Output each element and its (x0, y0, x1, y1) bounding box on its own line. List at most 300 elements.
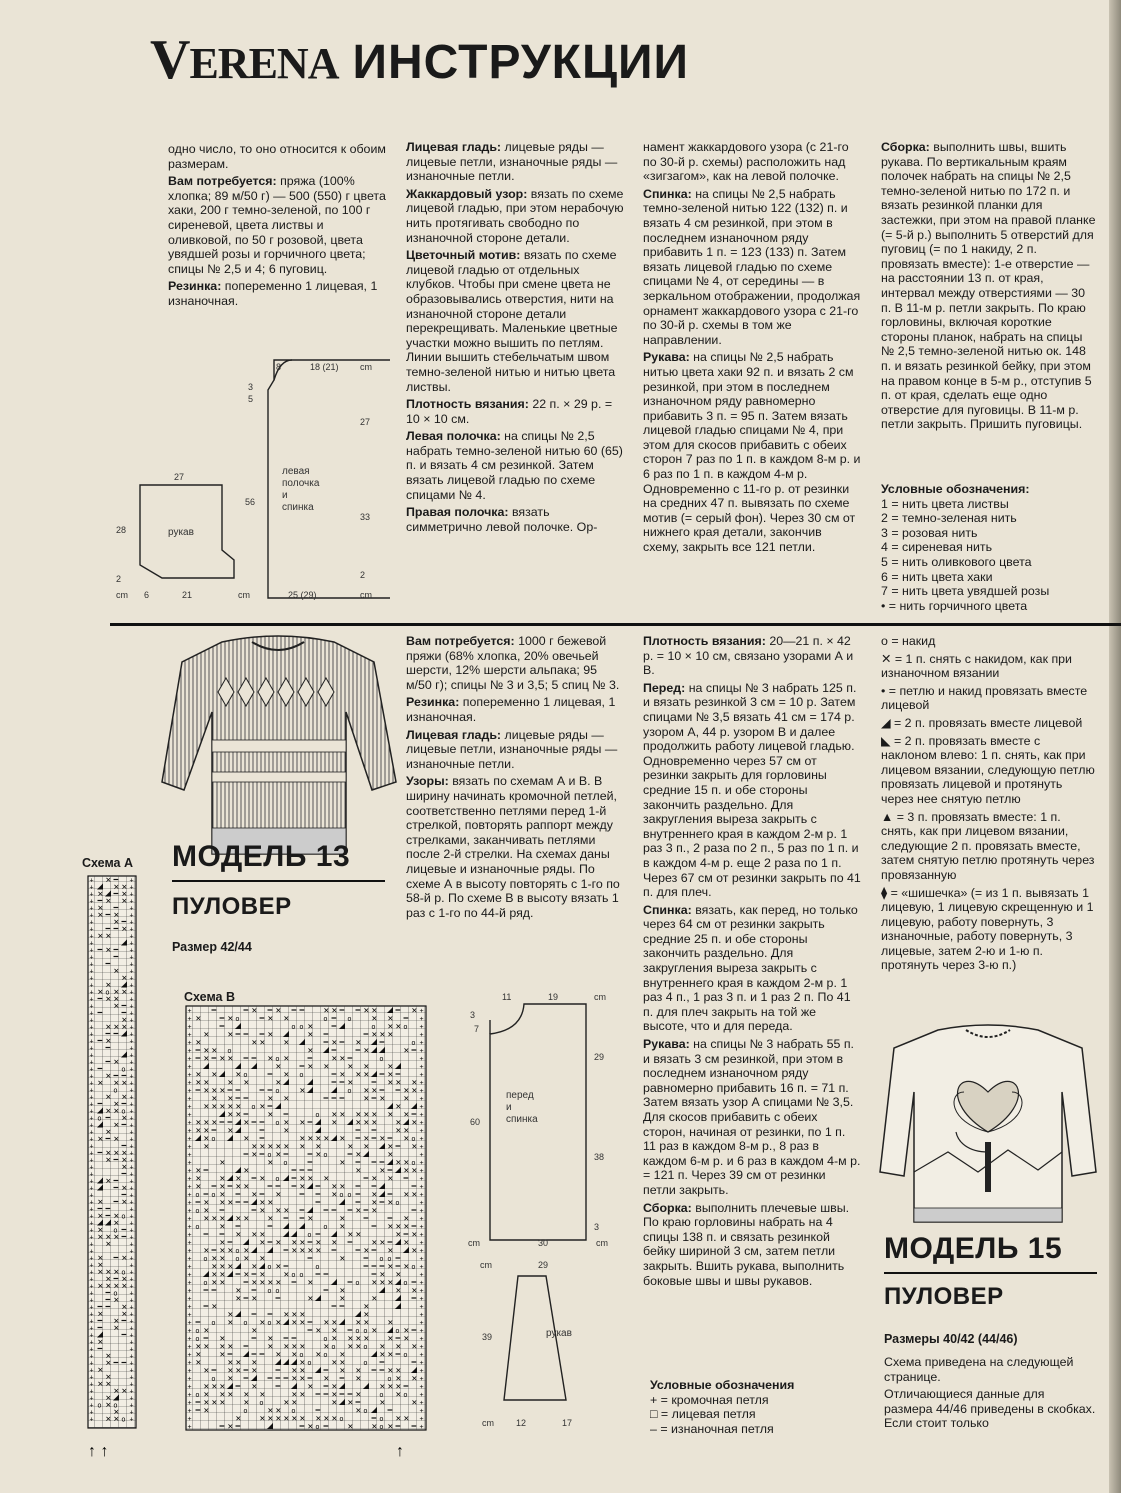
edge-stitch-mark: + (187, 1264, 192, 1271)
edge-stitch-mark: + (89, 1171, 94, 1179)
slip-stitch-mark: ✕ (411, 1166, 418, 1175)
edge-stitch-mark: + (129, 1402, 134, 1410)
slip-stitch-mark: ✕ (371, 1190, 378, 1199)
yarn-over-mark: о (267, 1288, 272, 1295)
slip-stitch-mark: ✕ (219, 1158, 226, 1167)
edge-stitch-mark: + (419, 1144, 424, 1151)
slip-stitch-mark: ✕ (251, 1230, 258, 1239)
paragraph-lead: Лицевая гладь: (406, 140, 502, 154)
paragraph (643, 187, 861, 348)
slip-stitch-mark: ✕ (227, 1422, 234, 1431)
yarn-over-mark: о (251, 1104, 256, 1111)
slip-stitch-mark: ✕ (387, 1110, 394, 1119)
edge-stitch-mark: + (419, 1400, 424, 1407)
edge-stitch-mark: + (129, 1143, 134, 1151)
edge-stitch-mark: + (187, 1280, 192, 1287)
slip-stitch-mark: ✕ (379, 1134, 386, 1143)
slip-stitch-mark: ✕ (347, 1230, 354, 1239)
slip-stitch-mark: ✕ (105, 1379, 112, 1389)
slip-stitch-mark: ✕ (235, 1214, 242, 1223)
slip-stitch-mark: ✕ (347, 1062, 354, 1071)
slip-stitch-mark: ✕ (323, 1134, 330, 1143)
slip-stitch-mark: ✕ (403, 1222, 410, 1231)
edge-stitch-mark: + (419, 1096, 424, 1103)
slip-stitch-mark: ✕ (331, 1182, 338, 1191)
paragraph-lead: Плотность вязания: (406, 397, 529, 412)
slip-stitch-mark: ✕ (97, 1225, 104, 1235)
slip-stitch-mark: ✕ (299, 1358, 306, 1367)
slip-stitch-mark: ✕ (315, 1142, 322, 1151)
slip-stitch-mark: ✕ (113, 1316, 120, 1326)
slip-stitch-mark: ✕ (323, 1318, 330, 1327)
edge-stitch-mark: + (89, 1339, 94, 1347)
edge-stitch-mark: + (89, 1304, 94, 1312)
model15-paragraph: Отличающиеся данные для размера 44/46 приведены в скобках. Если стоит только (884, 1387, 1096, 1431)
edge-stitch-mark: + (187, 1032, 192, 1039)
paragraph-text: вязать по схеме лицевой гладью, при этом нерабочую нить протягивать свободно по изнаночной стороне детали. (406, 186, 624, 245)
edge-stitch-mark: + (129, 1164, 134, 1172)
slip-stitch-mark: ✕ (299, 1342, 306, 1351)
dim-label: 3 (248, 382, 254, 392)
yarn-over-mark: о (97, 1115, 102, 1123)
slip-stitch-mark: ✕ (203, 1078, 210, 1087)
slip-stitch-mark: ✕ (387, 1262, 394, 1271)
slip-stitch-mark: ✕ (219, 1278, 226, 1287)
edge-stitch-mark: + (89, 905, 94, 913)
edge-stitch-mark: + (89, 1318, 94, 1326)
slip-stitch-mark: ✕ (243, 1214, 250, 1223)
slip-stitch-mark: ✕ (211, 1070, 218, 1079)
slip-stitch-mark: ✕ (267, 1334, 274, 1343)
slip-stitch-mark: ✕ (371, 1198, 378, 1207)
slip-stitch-mark: ✕ (219, 1190, 226, 1199)
edge-stitch-mark: + (129, 1080, 134, 1088)
edge-stitch-mark: + (89, 996, 94, 1004)
slip-stitch-mark: ✕ (283, 1014, 290, 1023)
paragraph-lead: Рукава: (643, 1037, 690, 1052)
paragraph (881, 140, 1097, 432)
model15-subtitle: ПУЛОВЕР (884, 1283, 1004, 1310)
slip-stitch-mark: ✕ (259, 1414, 266, 1423)
slip-stitch-mark: ✕ (379, 1094, 386, 1103)
yarn-over-mark: о (411, 1264, 416, 1271)
model12-legend (881, 482, 1097, 613)
edge-stitch-mark: + (187, 1024, 192, 1031)
yarn-over-mark: о (323, 1224, 328, 1231)
slip-stitch-mark: ✕ (347, 1342, 354, 1351)
slip-stitch-mark: ✕ (387, 1246, 394, 1255)
slip-stitch-mark: ✕ (267, 1014, 274, 1023)
edge-stitch-mark: + (89, 1353, 94, 1361)
slip-stitch-mark: ✕ (97, 1134, 104, 1144)
edge-stitch-mark: + (187, 1168, 192, 1175)
slip-stitch-mark: ✕ (105, 1148, 112, 1158)
symbol-item: ◢ = 2 п. провязать вместе лицевой (881, 715, 1083, 730)
edge-stitch-mark: + (187, 1088, 192, 1095)
edge-stitch-mark: + (187, 1376, 192, 1383)
edge-stitch-mark: + (89, 1003, 94, 1011)
slip-stitch-mark: ✕ (267, 1054, 274, 1063)
slip-stitch-mark: ✕ (219, 1254, 226, 1263)
edge-stitch-mark: + (129, 1206, 134, 1214)
edge-stitch-mark: + (89, 1115, 94, 1123)
edge-stitch-mark: + (89, 1395, 94, 1403)
paragraph-lead: Резинка: (168, 279, 222, 294)
edge-stitch-mark: + (129, 1339, 134, 1347)
slip-stitch-mark: ✕ (267, 1142, 274, 1151)
slip-stitch-mark: ✕ (113, 1022, 120, 1032)
edge-stitch-mark: + (89, 1101, 94, 1109)
slip-stitch-mark: ✕ (121, 1078, 128, 1088)
paragraph (406, 248, 624, 394)
slip-stitch-mark: ✕ (387, 1030, 394, 1039)
dim-label: 30 (538, 1238, 549, 1248)
paragraph-lead: Рукава: (643, 350, 690, 365)
edge-stitch-mark: + (129, 891, 134, 899)
slip-stitch-mark: ✕ (211, 1254, 218, 1263)
yarn-over-mark: о (291, 1272, 296, 1279)
slip-stitch-mark: ✕ (259, 1038, 266, 1047)
slip-stitch-mark: ✕ (121, 924, 128, 934)
slip-stitch-mark: ✕ (105, 1239, 112, 1249)
slip-stitch-mark: ✕ (227, 1014, 234, 1023)
edge-stitch-mark: + (419, 1112, 424, 1119)
slip-stitch-mark: ✕ (315, 1238, 322, 1247)
slip-stitch-mark: ✕ (203, 1126, 210, 1135)
yarn-over-mark: о (403, 1024, 408, 1031)
slip-stitch-mark: ✕ (411, 1374, 418, 1383)
edge-stitch-mark: + (129, 1150, 134, 1158)
slip-stitch-mark: ✕ (259, 1390, 266, 1399)
slip-stitch-mark: ✕ (251, 1006, 258, 1015)
dim-label: cm (480, 1260, 492, 1270)
slip-stitch-mark: ✕ (121, 1155, 128, 1165)
slip-stitch-mark: ✕ (243, 1270, 250, 1279)
slip-stitch-mark: ✕ (379, 1398, 386, 1407)
edge-stitch-mark: + (129, 1024, 134, 1032)
slip-stitch-mark: ✕ (203, 1326, 210, 1335)
slip-stitch-mark: ✕ (331, 1318, 338, 1327)
slip-stitch-mark: ✕ (113, 1148, 120, 1158)
slip-stitch-mark: ✕ (395, 1222, 402, 1231)
legend-item: □ = лицевая петля (650, 1407, 756, 1422)
slip-stitch-mark: ✕ (105, 1351, 112, 1361)
slip-stitch-mark: ✕ (227, 1126, 234, 1135)
slip-stitch-mark: ✕ (203, 1214, 210, 1223)
slip-stitch-mark: ✕ (387, 1422, 394, 1431)
legend-item: 6 = нить цвета хаки (881, 569, 993, 584)
dim-label: 17 (562, 1418, 573, 1428)
page-edge-shadow (1109, 0, 1121, 1493)
yarn-over-mark: о (121, 1269, 126, 1277)
front-label: и (282, 490, 288, 501)
slip-stitch-mark: ✕ (219, 1198, 226, 1207)
slip-stitch-mark: ✕ (307, 1030, 314, 1039)
edge-stitch-mark: + (419, 1024, 424, 1031)
slip-stitch-mark: ✕ (411, 1006, 418, 1015)
model12-column-1 (168, 142, 388, 312)
edge-stitch-mark: + (187, 1328, 192, 1335)
edge-stitch-mark: + (419, 1168, 424, 1175)
paragraph-lead: Резинка: (406, 695, 460, 710)
scheme-a-label: Схема А (82, 856, 133, 870)
slip-stitch-mark: ✕ (121, 1281, 128, 1291)
edge-stitch-mark: + (187, 1256, 192, 1263)
edge-stitch-mark: + (129, 1234, 134, 1242)
yarn-over-mark: о (403, 1280, 408, 1287)
edge-stitch-mark: + (187, 1120, 192, 1127)
edge-stitch-mark: + (419, 1184, 424, 1191)
model13-subtitle: ПУЛОВЕР (172, 893, 292, 920)
edge-stitch-mark: + (187, 1104, 192, 1111)
edge-stitch-mark: + (129, 933, 134, 941)
slip-stitch-mark: ✕ (315, 1150, 322, 1159)
yarn-over-mark: о (211, 1136, 216, 1143)
legend-item: 7 = нить цвета увядшей розы (881, 584, 1050, 599)
slip-stitch-mark: ✕ (403, 1046, 410, 1055)
edge-stitch-mark: + (89, 926, 94, 934)
slip-stitch-mark: ✕ (113, 1407, 120, 1417)
slip-stitch-mark: ✕ (251, 1278, 258, 1287)
edge-stitch-mark: + (89, 1213, 94, 1221)
dim-label: 21 (182, 590, 193, 600)
paragraph (406, 695, 624, 724)
slip-stitch-mark: ✕ (267, 1342, 274, 1351)
edge-stitch-mark: + (129, 1318, 134, 1326)
yarn-over-mark: о (275, 1120, 280, 1127)
edge-stitch-mark: + (89, 1311, 94, 1319)
slip-stitch-mark: ✕ (387, 1174, 394, 1183)
yarn-over-mark: о (121, 1108, 126, 1116)
slip-stitch-mark: ✕ (395, 1382, 402, 1391)
edge-stitch-mark: + (89, 1059, 94, 1067)
slip-stitch-mark: ✕ (339, 1294, 346, 1303)
slip-stitch-mark: ✕ (299, 1366, 306, 1375)
edge-stitch-mark: + (89, 1199, 94, 1207)
slip-stitch-mark: ✕ (195, 1078, 202, 1087)
yarn-over-mark: о (235, 1248, 240, 1255)
slip-stitch-mark: ✕ (379, 1238, 386, 1247)
slip-stitch-mark: ✕ (227, 1054, 234, 1063)
edge-stitch-mark: + (89, 1297, 94, 1305)
yarn-over-mark: о (227, 1048, 232, 1055)
slip-stitch-mark: ✕ (121, 1253, 128, 1263)
edge-stitch-mark: + (129, 1115, 134, 1123)
slip-stitch-mark: ✕ (243, 1078, 250, 1087)
slip-stitch-mark: ✕ (203, 1054, 210, 1063)
paragraph-text: на спицы № 2,5 набрать нитью цвета хаки 92 п. и вязать 2 см резинкой, при этом в последнем изнаночном ряду равномерно прибавить 3 п. = 95 п. Затем вязать лицевой гладью спицами № 4, при этом для скосов прибавить с обеих сторон 7 раз по 1 п. в каждом 8-м р. и 6 раз по 1 п. в каждом 4-м р. Одновременно с 11-го р. от резинки на средних 47 п. вывязать по схеме мотив (= серый фон). Через 30 см от нижнего края детали, закончив схему, закрыть все 121 петли. (643, 350, 861, 555)
slip-stitch-mark: ✕ (203, 1390, 210, 1399)
slip-stitch-mark: ✕ (283, 1126, 290, 1135)
edge-stitch-mark: + (89, 954, 94, 962)
edge-stitch-mark: + (89, 1241, 94, 1249)
edge-stitch-mark: + (89, 1409, 94, 1417)
slip-stitch-mark: ✕ (211, 1086, 218, 1095)
edge-stitch-mark: + (89, 1416, 94, 1424)
paragraph (406, 429, 624, 502)
slip-stitch-mark: ✕ (307, 1294, 314, 1303)
slip-stitch-mark: ✕ (243, 1390, 250, 1399)
slip-stitch-mark: ✕ (299, 1174, 306, 1183)
edge-stitch-mark: + (89, 1031, 94, 1039)
edge-stitch-mark: + (187, 1240, 192, 1247)
slip-stitch-mark: ✕ (339, 1158, 346, 1167)
slip-stitch-mark: ✕ (339, 1350, 346, 1359)
slip-stitch-mark: ✕ (203, 1198, 210, 1207)
slip-stitch-mark: ✕ (379, 1350, 386, 1359)
edge-stitch-mark: + (187, 1288, 192, 1295)
slip-stitch-mark: ✕ (339, 1182, 346, 1191)
slip-stitch-mark: ✕ (323, 1006, 330, 1015)
slip-stitch-mark: ✕ (307, 1046, 314, 1055)
slip-stitch-mark: ✕ (105, 1092, 112, 1102)
slip-stitch-mark: ✕ (113, 1281, 120, 1291)
slip-stitch-mark: ✕ (267, 1110, 274, 1119)
edge-stitch-mark: + (419, 1288, 424, 1295)
edge-stitch-mark: + (89, 1234, 94, 1242)
model12-column-2 (406, 140, 624, 537)
edge-stitch-mark: + (187, 1320, 192, 1327)
slip-stitch-mark: ✕ (275, 1350, 282, 1359)
slip-stitch-mark: ✕ (307, 1382, 314, 1391)
yarn-over-mark: о (195, 1328, 200, 1335)
slip-stitch-mark: ✕ (283, 1206, 290, 1215)
edge-stitch-mark: + (129, 1374, 134, 1382)
slip-stitch-mark: ✕ (113, 1106, 120, 1116)
dim-label: cm (596, 1238, 608, 1248)
edge-stitch-mark: + (129, 982, 134, 990)
slip-stitch-mark: ✕ (105, 1358, 112, 1368)
slip-stitch-mark: ✕ (219, 1270, 226, 1279)
edge-stitch-mark: + (129, 1199, 134, 1207)
slip-stitch-mark: ✕ (227, 1390, 234, 1399)
edge-stitch-mark: + (89, 1157, 94, 1165)
slip-stitch-mark: ✕ (105, 1372, 112, 1382)
yarn-over-mark: о (211, 1320, 216, 1327)
slip-stitch-mark: ✕ (355, 1038, 362, 1047)
slip-stitch-mark: ✕ (307, 1246, 314, 1255)
slip-stitch-mark: ✕ (219, 1086, 226, 1095)
yarn-over-mark: о (355, 1328, 360, 1335)
edge-stitch-mark: + (89, 1283, 94, 1291)
slip-stitch-mark: ✕ (371, 1238, 378, 1247)
slip-stitch-mark: ✕ (387, 1382, 394, 1391)
edge-stitch-mark: + (187, 1392, 192, 1399)
paragraph-lead: Спинка: (643, 902, 692, 917)
edge-stitch-mark: + (129, 884, 134, 892)
edge-stitch-mark: + (89, 1381, 94, 1389)
slip-stitch-mark: ✕ (307, 1174, 314, 1183)
slip-stitch-mark: ✕ (113, 987, 120, 997)
edge-stitch-mark: + (89, 1108, 94, 1116)
edge-stitch-mark: + (129, 947, 134, 955)
slip-stitch-mark: ✕ (113, 1120, 120, 1130)
yarn-over-mark: о (347, 1192, 352, 1199)
edge-stitch-mark: + (187, 1056, 192, 1063)
yarn-over-mark: о (299, 1024, 304, 1031)
paragraph-lead: Жаккардовый узор: (406, 186, 528, 201)
symbol-item: о = накид (881, 634, 936, 648)
edge-stitch-mark: + (89, 982, 94, 990)
slip-stitch-mark: ✕ (195, 1342, 202, 1351)
slip-stitch-mark: ✕ (395, 1342, 402, 1351)
edge-stitch-mark: + (187, 1360, 192, 1367)
slip-stitch-mark: ✕ (315, 1134, 322, 1143)
yarn-over-mark: о (411, 1040, 416, 1047)
edge-stitch-mark: + (89, 1388, 94, 1396)
slip-stitch-mark: ✕ (203, 1030, 210, 1039)
slip-stitch-mark: ✕ (113, 1218, 120, 1228)
slip-stitch-mark: ✕ (235, 1102, 242, 1111)
edge-stitch-mark: + (187, 1248, 192, 1255)
yarn-over-mark: о (121, 1066, 126, 1074)
slip-stitch-mark: ✕ (259, 1254, 266, 1263)
edge-stitch-mark: + (89, 1087, 94, 1095)
edge-stitch-mark: + (89, 1073, 94, 1081)
paragraph-text: пряжа (100% хлопка; 89 м/50 г) — 500 (550) г цвета хаки, 200 г темно-зеленой, по 100 г сиреневой, цвета листвы и оливковой, по 50 г розовой, цвета увядшей розы и горчичного цвета; спицы № 2,5 и 4; 6 пуговиц. (168, 174, 386, 276)
slip-stitch-mark: ✕ (331, 1190, 338, 1199)
edge-stitch-mark: + (89, 1269, 94, 1277)
paragraph-text: на спицы № 2,5 набрать темно-зеленой нитью 122 (132) п. и вязать 4 см резинкой, при этом в последнем изнаночном ряду прибавить 1 п. = 123 (133) п. Затем вязать лицевой гладью по схеме спицами № 4, от середины — в зеркальном отображении, продолжая орнамент жаккардового узора с 21-го по 30-й р. схемы в том же направлении. (643, 186, 861, 347)
yarn-over-mark: о (363, 1408, 368, 1415)
edge-stitch-mark: + (129, 1010, 134, 1018)
slip-stitch-mark: ✕ (379, 1382, 386, 1391)
edge-stitch-mark: + (89, 884, 94, 892)
slip-stitch-mark: ✕ (203, 1206, 210, 1215)
slip-stitch-mark: ✕ (339, 1134, 346, 1143)
slip-stitch-mark: ✕ (113, 966, 120, 976)
slip-stitch-mark: ✕ (355, 1374, 362, 1383)
edge-stitch-mark: + (419, 1360, 424, 1367)
slip-stitch-mark: ✕ (403, 1190, 410, 1199)
edge-stitch-mark: + (187, 1112, 192, 1119)
edge-stitch-mark: + (187, 1016, 192, 1023)
front-back-outline (490, 1004, 586, 1240)
slip-stitch-mark: ✕ (227, 1310, 234, 1319)
paragraph-lead: Левая полочка: (406, 429, 501, 444)
slip-stitch-mark: ✕ (363, 1086, 370, 1095)
slip-stitch-mark: ✕ (403, 1110, 410, 1119)
yarn-over-mark: о (243, 1408, 248, 1415)
slip-stitch-mark: ✕ (227, 1110, 234, 1119)
slip-stitch-mark: ✕ (113, 1057, 120, 1067)
edge-stitch-mark: + (89, 947, 94, 955)
slip-stitch-mark: ✕ (371, 1278, 378, 1287)
slip-stitch-mark: ✕ (323, 1374, 330, 1383)
slip-stitch-mark: ✕ (339, 1222, 346, 1231)
paragraph-lead: Узоры: (406, 774, 449, 789)
edge-stitch-mark: + (419, 1152, 424, 1159)
slip-stitch-mark: ✕ (195, 1182, 202, 1191)
edge-stitch-mark: + (129, 1269, 134, 1277)
edge-stitch-mark: + (89, 1122, 94, 1130)
slip-stitch-mark: ✕ (97, 1365, 104, 1375)
yarn-over-mark: о (299, 1272, 304, 1279)
dim-label: 5 (248, 394, 254, 404)
slip-stitch-mark: ✕ (105, 1267, 112, 1277)
yarn-over-mark: о (379, 1416, 384, 1423)
edge-stitch-mark: + (129, 877, 134, 885)
slip-stitch-mark: ✕ (227, 1198, 234, 1207)
edge-stitch-mark: + (89, 1017, 94, 1025)
paragraph-lead: Сборка: (881, 140, 930, 154)
slip-stitch-mark: ✕ (387, 1198, 394, 1207)
slip-stitch-mark: ✕ (121, 1113, 128, 1123)
edge-stitch-mark: + (89, 1192, 94, 1200)
slip-stitch-mark: ✕ (227, 1358, 234, 1367)
legend-item: + = кромочная петля (650, 1392, 769, 1407)
yarn-over-mark: о (113, 1402, 118, 1410)
